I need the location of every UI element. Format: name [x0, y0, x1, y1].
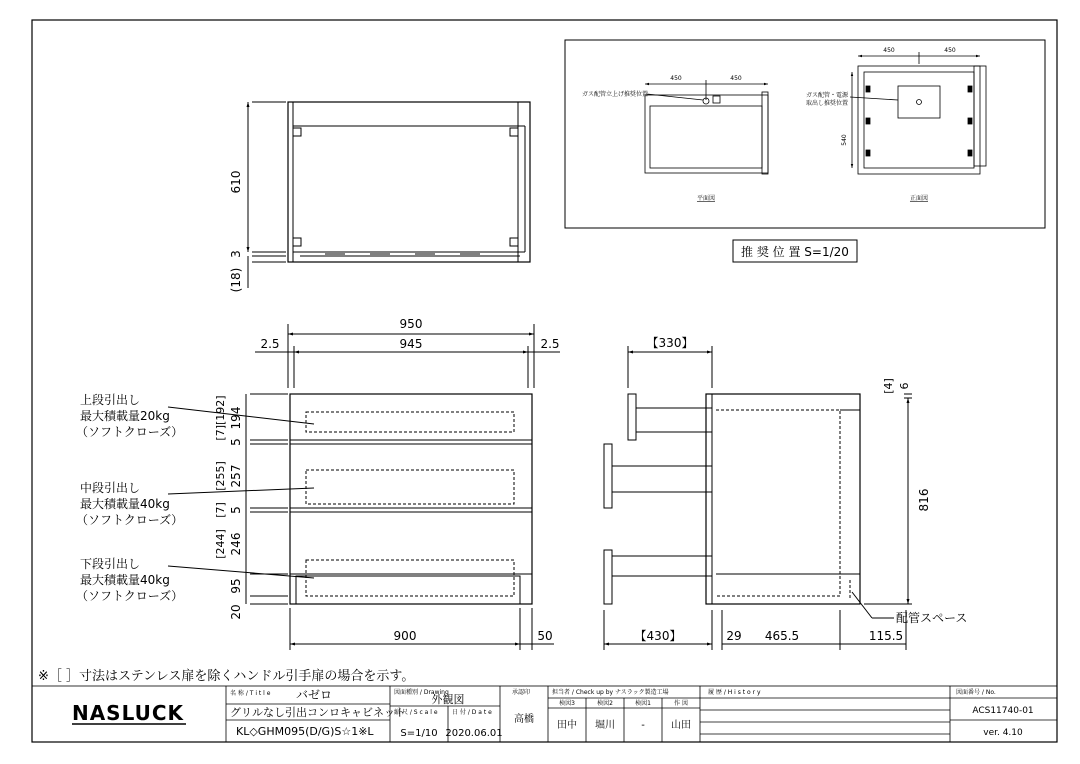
history-label: 履 歴 / H i s t o r y	[708, 689, 761, 696]
front-overall-width: 950	[399, 317, 423, 331]
side-dim-d3: 115.5	[868, 629, 904, 643]
front-side-left: 2.5	[260, 337, 280, 351]
drawing-label: 図面種別 / Drawing	[394, 689, 449, 696]
recommended-front-view	[850, 52, 986, 174]
side-top-dim: 【330】	[646, 336, 694, 350]
check-val-4: 山田	[671, 720, 691, 731]
recommended-plan-view	[645, 80, 768, 174]
scale-value: S=1/10	[400, 728, 438, 739]
drawer-top-load: 最大積載量20kg	[80, 409, 170, 423]
drawer-bottom-load: 最大積載量40kg	[80, 573, 170, 587]
drawer-bottom-name: 下段引出し	[80, 557, 141, 571]
title-block	[32, 686, 1057, 742]
dim-g2: 5	[229, 506, 243, 514]
side-top-small2: 6	[898, 382, 911, 390]
date-value: 2020.06.01	[445, 728, 503, 739]
plan-dim-left: 450	[670, 75, 682, 82]
title-label: 名 称 / T i t l e	[230, 690, 271, 697]
scale-label: 縮 尺 / S c a l e	[394, 709, 438, 716]
footnote: ※［ ］寸法はステンレス扉を除くハンドル引手扉の場合を示す。	[38, 669, 415, 684]
dim-h3-alt: [244]	[214, 529, 227, 559]
side-height: 816	[917, 488, 931, 512]
front-view-title: 正面図	[909, 195, 929, 202]
side-bottom-dim: 【430】	[634, 629, 682, 643]
side-dim-d1: 29	[726, 629, 742, 643]
front-bottom-right: 50	[537, 629, 553, 643]
check-col-1: 検図3	[559, 700, 575, 707]
check-col-2: 検図2	[597, 700, 613, 707]
dim-g1: 5	[229, 438, 243, 446]
check-val-3: -	[641, 720, 645, 731]
drawer-middle-note: （ソフトクローズ）	[76, 513, 184, 527]
drawing-no-value: ACS11740-01	[972, 706, 1034, 716]
dim-h3: 246	[229, 532, 243, 556]
drawer-top-name: 上段引出し	[80, 393, 141, 407]
version: ver. 4.10	[983, 728, 1023, 738]
drawer-top-note: （ソフトクローズ）	[76, 425, 184, 439]
check-col-3: 検図1	[635, 700, 651, 707]
front-dim-left: 450	[883, 47, 895, 54]
pipe-space-label: 配管スペース	[896, 611, 968, 625]
front-label-line2: 取出し推奨位置	[806, 100, 849, 107]
recommended-caption: 推 奨 位 置 S=1/20	[741, 245, 849, 259]
model-number: KL◇GHM095(D/G)S☆1※L	[236, 725, 374, 738]
approve-label: 承認印	[512, 689, 531, 696]
top-view	[248, 102, 530, 288]
side-top-small: [4]	[882, 378, 895, 394]
approve-value: 高橋	[514, 714, 534, 725]
drawer-middle-name: 中段引出し	[80, 481, 141, 495]
dim-h2: 257	[229, 464, 243, 488]
recommended-position-frame	[565, 40, 1045, 228]
top-gap-dim: 3	[229, 250, 243, 258]
check-col-4: 作 図	[674, 700, 688, 707]
dim-h4: 95	[229, 578, 243, 594]
drawing-no-label: 図面番号 / No.	[956, 689, 996, 696]
dim-g2-alt: [7]	[214, 502, 227, 518]
drawer-bottom-note: （ソフトクローズ）	[76, 589, 184, 603]
drawing-value: 外観図	[431, 693, 465, 706]
dim-h1-alt: [7][192]	[214, 395, 227, 441]
side-view	[604, 346, 912, 650]
check-label: 担当者 / Check up by ナスラック製造工場	[552, 689, 669, 696]
check-val-1: 田中	[557, 720, 577, 731]
product-name: グリルなし引出コンロキャビネット	[230, 706, 406, 719]
dim-h5: 20	[229, 604, 243, 620]
date-label: 日 付 / D a t e	[452, 709, 492, 716]
plan-view-title: 平面図	[696, 195, 716, 202]
top-depth-dim: 610	[229, 170, 243, 194]
front-side-right: 2.5	[540, 337, 560, 351]
plan-gas-label: ガス配管立上げ推奨位置	[582, 91, 649, 98]
dim-h1: 194	[229, 406, 243, 430]
front-dim-height: 540	[841, 134, 848, 146]
drawer-middle-load: 最大積載量40kg	[80, 497, 170, 511]
side-dim-d2: 465.5	[764, 629, 800, 643]
top-base-dim: (18)	[229, 267, 243, 293]
company-logo: NASLUCK	[71, 701, 185, 725]
title-value: バゼロ	[296, 688, 333, 702]
front-dim-right: 450	[944, 47, 956, 54]
front-inner-width: 945	[399, 337, 423, 351]
front-label-line1: ガス配管・電源	[806, 92, 849, 99]
front-bottom-width: 900	[393, 629, 417, 643]
plan-dim-right: 450	[730, 75, 742, 82]
dim-h2-alt: [255]	[214, 461, 227, 491]
check-val-2: 堀川	[595, 720, 615, 731]
